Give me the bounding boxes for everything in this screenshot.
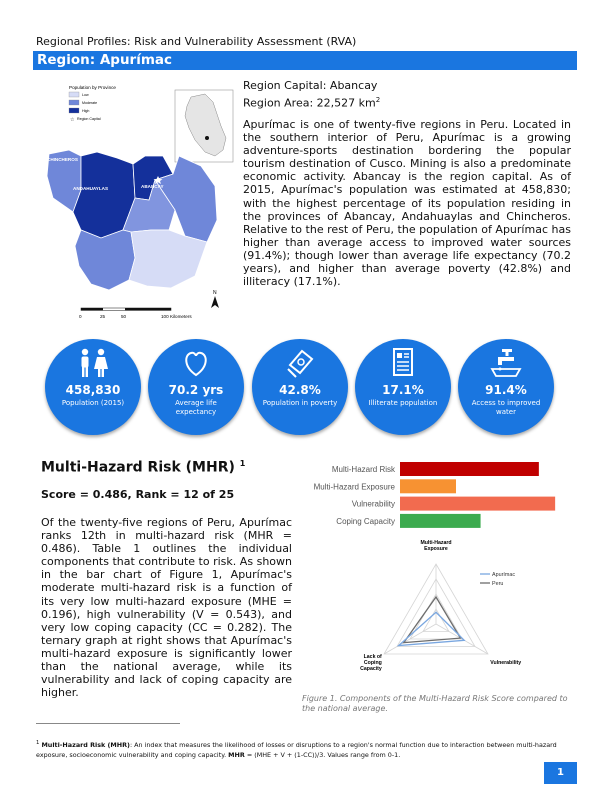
bar (400, 462, 539, 476)
mhr-paragraph: Of the twenty-five regions of Peru, Apurímac ranks 12th in multi-hazard risk (MHR = 0.486). Table 1 outlines the individual components that contribute to risk. As shown in the bar chart of Figure 1, Apurímac's moderate multi-hazard risk is a function of its very low multi-hazard exposure (MHE = 0.196), high vulnerability (V = 0.543), and very low coping capacity (CC = 0.282). The ternary graph at right shows that Apurímac's multi-hazard exposure is significantly lower than the national average, while its vulnerability and lack of coping capacity are higher. (41, 516, 292, 700)
stat-life-expectancy (148, 339, 244, 435)
radar-axis-label: Vulnerability (490, 660, 522, 666)
radar-axis-label: Multi-Hazard Exposure (420, 540, 452, 552)
ternary-chart-svg (330, 536, 560, 686)
intro-paragraph: Apurímac is one of twenty-five regions in Peru. Located in the southern interior of Peru, Apurímac is a growing adventure-sports destination bordering the popular tourism destination of Cusco. Mining is also a predominate economic activity. Abancay is the region capital. As of 2015, Apurímac's population was estimated at 458,830; with the highest percentage of its population residing in the provinces of Abancay, Andahuaylas and Chincheros. Relative to the rest of Peru, the population of Apurímac has higher than average access to improved water sources (91.4%); though lower than average life expectancy (70.2 years), and higher than average poverty (42.8%) and illiteracy (17.1%). (243, 118, 571, 289)
radar-axis-label: Lack of Coping Capacity (360, 654, 382, 672)
legend-label-low: Low (82, 93, 89, 97)
region-capital: Region Capital: Abancay (243, 79, 378, 92)
scale-tick-25: 25 (100, 314, 106, 319)
capital-star-icon: ☆ (70, 117, 75, 123)
stat-value: 91.4% (485, 383, 527, 397)
bar-category-label: Multi-Hazard Exposure (313, 482, 395, 492)
inset-region-marker (205, 136, 209, 140)
bar-category-label: Vulnerability (351, 499, 395, 509)
stat-label: Illiterate population (368, 399, 438, 407)
stat-label: Population (2015) (61, 399, 125, 407)
north-arrow-icon (211, 296, 219, 308)
mhr-bar-chart (298, 458, 580, 528)
bar-category-label: Coping Capacity (336, 516, 395, 526)
province-map (45, 80, 235, 325)
region-banner (33, 51, 577, 70)
stat-value: 42.8% (279, 383, 321, 397)
province-label-chincheros: CHINCHEROS (47, 157, 78, 162)
scale-bar-seg-1 (81, 308, 103, 310)
footnote-divider (36, 723, 180, 724)
region-area: Region Area: 22,527 $km^2$ (243, 96, 381, 110)
figure-caption: Figure 1. Components of the Multi-Hazard Risk Score compared to the national average. (302, 694, 568, 713)
legend-label-moderate: Moderate (82, 101, 98, 105)
money-icon (252, 347, 348, 379)
legend-label-high: High (82, 109, 90, 113)
stat-poverty (252, 339, 348, 435)
bar (400, 479, 456, 493)
legend-swatch-moderate (69, 100, 79, 105)
legend-label-capital: Region Capital (77, 117, 101, 121)
mhr-section-title: Multi-Hazard Risk (MHR) $^1$ (41, 459, 246, 476)
people-icon (45, 347, 141, 379)
bar-category-label: Multi-Hazard Risk (331, 465, 395, 474)
scale-tick-100: 100 Kilometers (161, 314, 192, 319)
page-number: 1 (544, 762, 577, 784)
scale-bar-seg-2 (125, 308, 171, 310)
radar-legend-label: Apurímac (492, 572, 516, 578)
bar (400, 497, 555, 511)
stat-population (45, 339, 141, 435)
region-title: Region: Apurímac (37, 52, 173, 68)
region-map (45, 80, 235, 325)
footnote: $^1$ Multi-Hazard Risk (MHR): An index that measures the likelihood of losses or disruptions to a region's normal function due to interaction between multi-hazard exposure, socioeconomic vulnerability and coping capacity. MHR = (MHE + V + (1-CC))/3. Values range from 0-1. (36, 740, 557, 759)
legend-swatch-high (69, 108, 79, 113)
stat-label: Access to improved water (471, 399, 541, 416)
province-label-abancay: ABANCAY (141, 184, 164, 189)
region-info (243, 78, 380, 111)
document-icon (355, 347, 451, 379)
north-arrow-label: N (213, 290, 217, 296)
stat-label: Average life expectancy (175, 399, 217, 416)
scale-tick-0: 0 (79, 314, 82, 319)
legend-swatch-low (69, 92, 79, 97)
stat-value: 458,830 (65, 383, 121, 397)
ternary-chart (330, 536, 560, 686)
province-antabamba (129, 230, 207, 288)
radar-legend-label: Peru (492, 581, 504, 587)
heart-icon (148, 347, 244, 379)
stat-illiteracy (355, 339, 451, 435)
faucet-icon (458, 347, 554, 379)
province-aymaraes (75, 230, 135, 290)
bar (400, 514, 481, 528)
mhr-score: Score = 0.486, Rank = 12 of 25 (41, 488, 235, 501)
stat-water-access (458, 339, 554, 435)
stat-value: 17.1% (382, 383, 424, 397)
stat-value: 70.2 yrs (168, 383, 224, 397)
document-header: Regional Profiles: Risk and Vulnerability Assessment (RVA) (36, 35, 357, 48)
bar-chart-svg (298, 458, 580, 528)
scale-tick-50: 50 (121, 314, 127, 319)
stat-label: Population in poverty (262, 399, 338, 407)
province-label-andahuaylas: ANDAHUAYLAS (73, 186, 109, 191)
map-legend-title: Population by Province (69, 85, 116, 90)
